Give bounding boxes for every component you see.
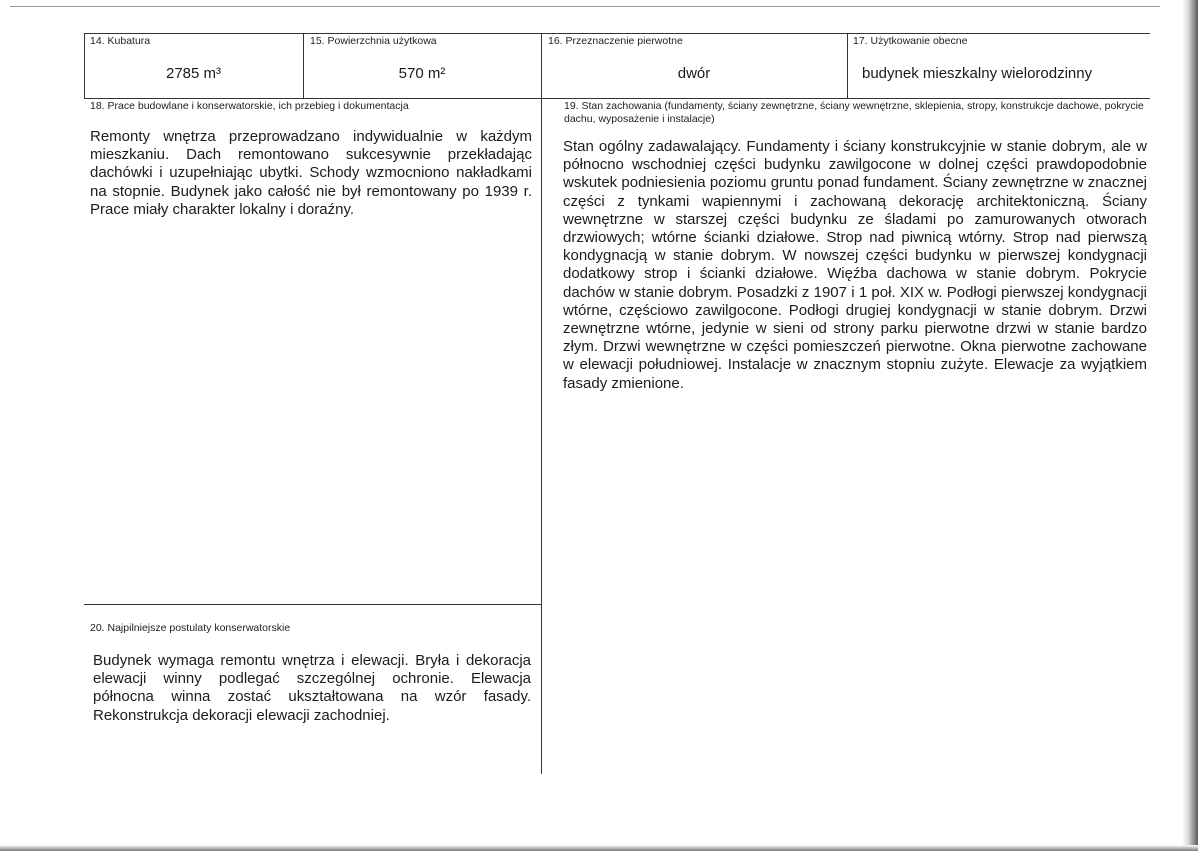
field-postulaty-text: Budynek wymaga remontu wnętrza i elewacji. Bryła i dekoracja elewacji winny podlegać szczególnej ochronie. Elewacja północna winna zostać ukształtowana na wzór fasady. Rekonstrukcja dekoracji elewacji zachodniej. — [93, 652, 531, 724]
field-powierzchnia-label: 15. Powierzchnia użytkowa — [310, 35, 437, 47]
field-przeznaczenie-label: 16. Przeznaczenie pierwotne — [548, 35, 683, 47]
scan-line-top — [10, 6, 1160, 7]
field-powierzchnia-value: 570 m² — [398, 65, 446, 82]
field-kubatura-value: 2785 m³ — [165, 65, 222, 82]
grid-field20-top-line — [84, 604, 541, 605]
scan-edge-bottom — [0, 845, 1198, 851]
field-kubatura-label: 14. Kubatura — [90, 35, 151, 47]
grid-top-line — [84, 33, 1150, 34]
field-uzytkowanie-label: 17. Użytkowanie obecne — [853, 35, 968, 47]
grid-col2-line — [541, 33, 542, 774]
field-prace-budowlane-text: Remonty wnętrza przeprowadzano indywidualnie w każdym mieszkaniu. Dach remontowano sukcesywnie przekładając dachówki i uzupełniając ubytki. Schody wzmocniono nakładkami na stopnie. Budynek jako całość nie był remontowany po 1939 r. Prace miały charakter lokalny i doraźny. — [90, 128, 532, 218]
scan-edge-right — [1182, 0, 1198, 851]
grid-row1-bottom-line — [84, 98, 1150, 99]
field-prace-budowlane-label: 18. Prace budowlane i konserwatorskie, ich przebieg i dokumentacja — [90, 100, 409, 112]
grid-col3-line — [847, 33, 848, 98]
field-stan-zachowania-label: 19. Stan zachowania (fundamenty, ściany zewnętrzne, ściany wewnętrzne, sklepienia, stropy, konstrukcje dachowe, pokrycie dachu, wyposażenie i instalacje) — [564, 100, 1144, 125]
field-przeznaczenie-value: dwór — [677, 65, 711, 82]
field-postulaty-label: 20. Najpilniejsze postulaty konserwatorskie — [90, 622, 291, 634]
field-uzytkowanie-value: budynek mieszkalny wielorodzinny — [862, 65, 1093, 82]
field-stan-zachowania-text: Stan ogólny zadawalający. Fundamenty i ściany konstrukcyjnie w stanie dobrym, ale w północno wschodniej części budynku zawilgocone w dolnej części prawdopodobnie wskutek podniesienia poziomu gruntu ponad fundament. Ściany zewnętrzne w znacznej części z tynkami wapiennymi i zachowaną dekorację architektoniczną. Ściany wewnętrzne w starszej części budynku ze śladami po zamurowanych otworach drzwiowych; wtórne ścianki działowe. Strop nad piwnicą wtórny. Strop nad pierwszą kondygnacją w stanie dobrym. W nowszej części budynku w pierwszej kondygnacji dodatkowy strop i ścianki działowe. Więźba dachowa w stanie dobrym. Pokrycie dachów w stanie dobrym. Posadzki z 1907 i 1 poł. XIX w. Podłogi pierwszej kondygnacji wtórne, częściowo zawilgocone. Podłogi drugiej kondygnacji w stanie dobrym. Drzwi zewnętrzne wtórne, jedynie w sieni od strony parku pierwotne drzwi w stanie bardzo złym. Drzwi wewnętrzne w części pomieszczeń pierwotne. Okna pierwotne zachowane w elewacji południowej. Instalacje w znacznym stopniu zużyte. Elewacje za wyjątkiem fasady zmienione. — [563, 138, 1147, 392]
